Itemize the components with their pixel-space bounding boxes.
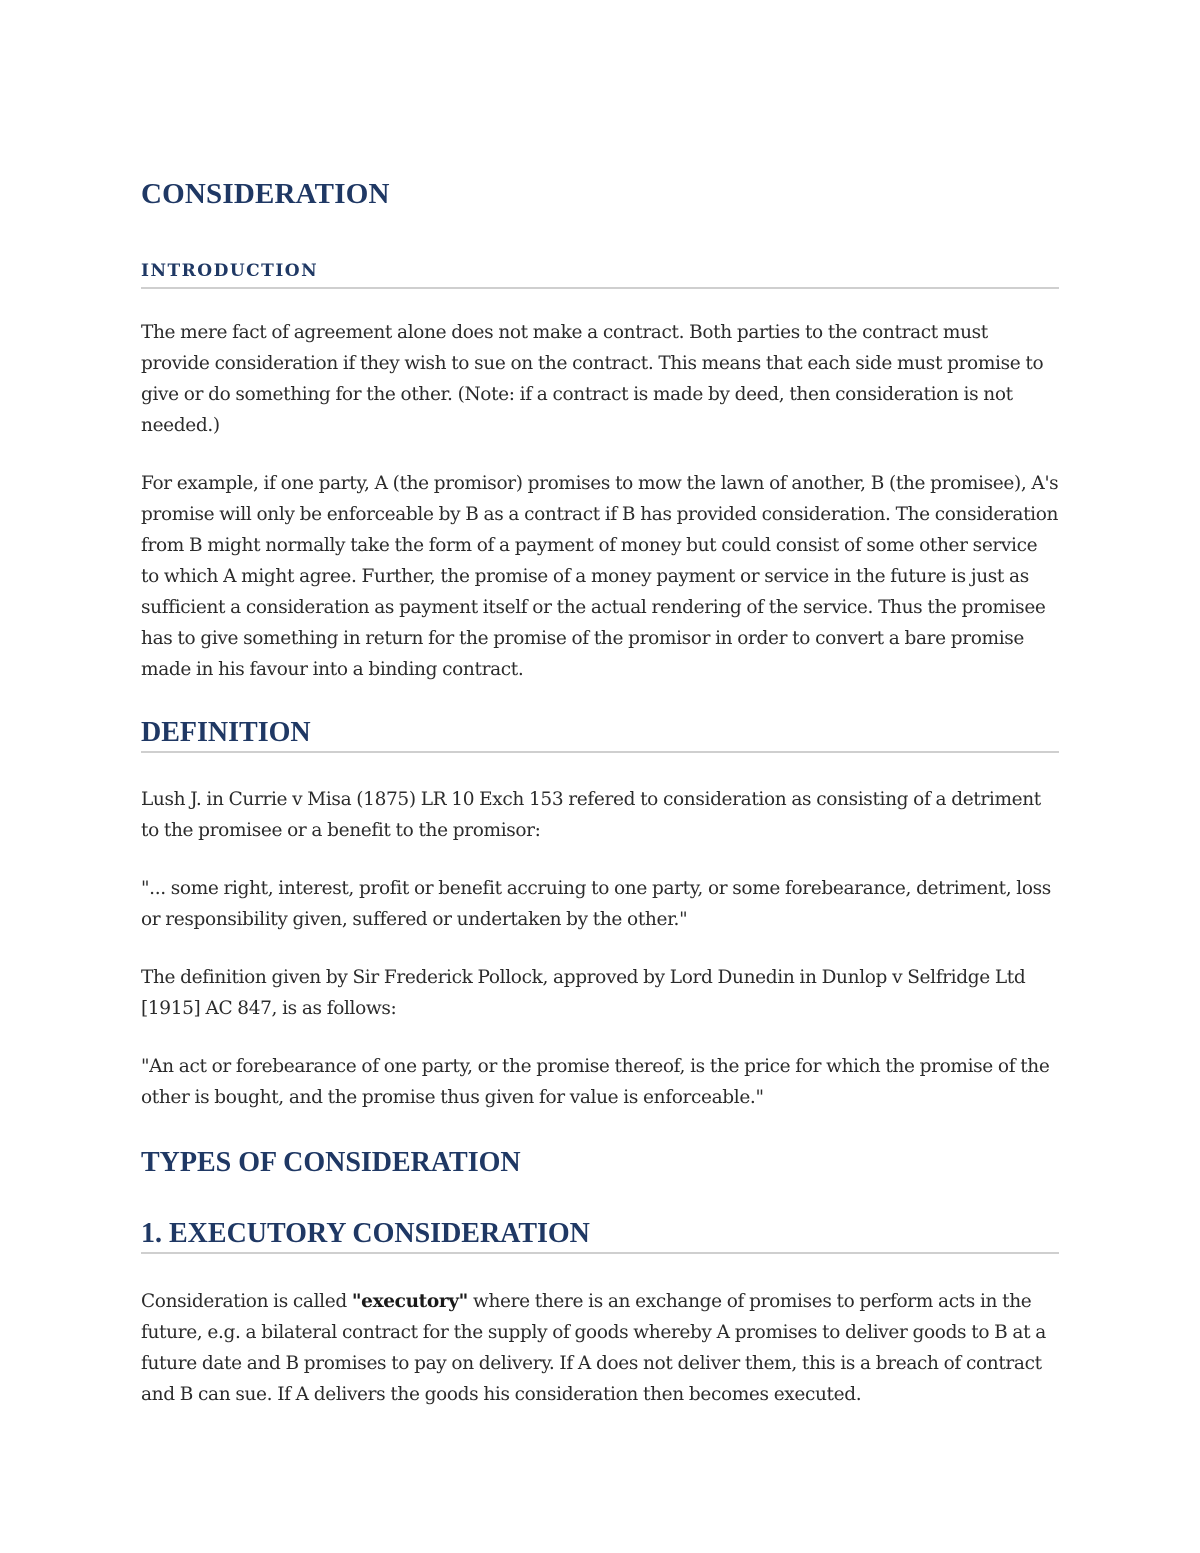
section-heading-types: TYPES OF CONSIDERATION [141, 1147, 521, 1178]
paragraph-introduction-2: For example, if one party, A (the promisor) promises to mow the lawn of another, B (the promisee), A's promise will only be enforceable by B as a contract if B has provided consideration. The consideration from B might normally take the form of a payment of money but could consist of some other service to which A might agree. Further, the promise of a money payment or service in the future is just as sufficient a consideration as payment itself or the actual rendering of the service. Thus the promisee has to give something in return for the promise of the promisor in order to convert a bare promise made in his favour into a binding contract. [141, 473, 1059, 680]
executory-text-after: where there is an exchange of promises to perform acts in the future, e.g. a bilateral contract for the supply of goods whereby A promises to deliver goods to B at a future date and B promises to pay on delivery. If A does not deliver them, this is a breach of contract and B can sue. If A delivers the goods his consideration then becomes executed. [141, 1291, 1046, 1405]
paragraph-executory [141, 1286, 1059, 1410]
section-heading-introduction: INTRODUCTION [141, 261, 1059, 289]
document-title: CONSIDERATION [141, 178, 390, 210]
paragraph-definition-quote-2: "An act or forebearance of one party, or the promise thereof, is the price for which the promise of the other is bought, and the promise thus given for value is enforceable." [141, 1056, 1050, 1108]
paragraph-definition-1: Lush J. in Currie v Misa (1875) LR 10 Exch 153 refered to consideration as consisting of a detriment to the promisee or a benefit to the promisor: [141, 789, 1041, 841]
paragraph-definition-2: The definition given by Sir Frederick Pollock, approved by Lord Dunedin in Dunlop v Selfridge Ltd [1915] AC 847, is as follows: [141, 967, 1026, 1019]
section-heading-executory: 1. EXECUTORY CONSIDERATION [141, 1218, 1059, 1254]
executory-bold-term: "executory" [351, 1291, 468, 1312]
paragraph-introduction-1: The mere fact of agreement alone does not make a contract. Both parties to the contract must provide consideration if they wish to sue on the contract. This means that each side must promise to give or do something for the other. (Note: if a contract is made by deed, then consideration is not needed.) [141, 322, 1044, 436]
section-heading-definition: DEFINITION [141, 717, 1059, 753]
executory-text-before: Consideration is called [141, 1291, 352, 1312]
paragraph-definition-quote-1: "... some right, interest, profit or benefit accruing to one party, or some forebearance, detriment, loss or responsibility given, suffered or undertaken by the other." [141, 878, 1051, 930]
